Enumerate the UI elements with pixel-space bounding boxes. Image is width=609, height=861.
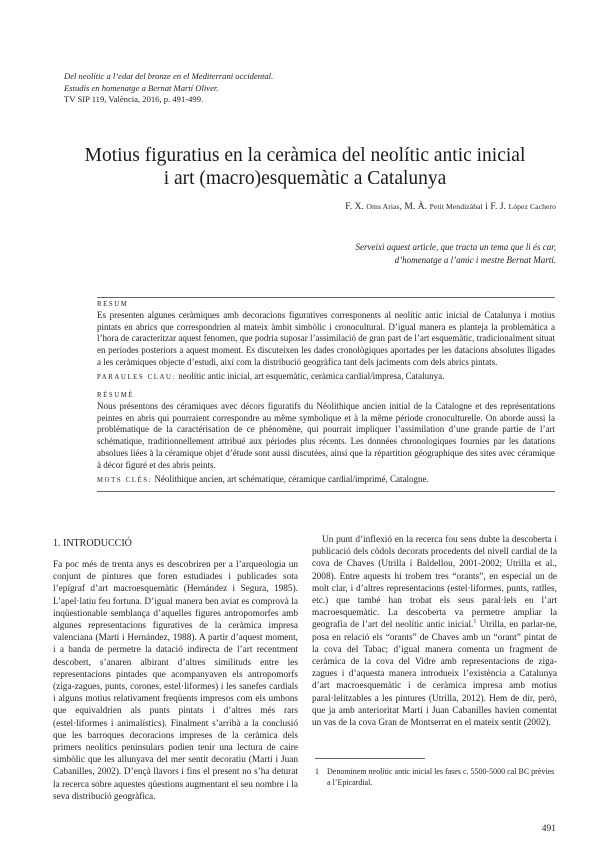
abstract-top-rule bbox=[97, 297, 555, 298]
author-1-name: Oms Arias bbox=[366, 202, 400, 211]
resum-keywords-text: neolític antic inicial, art esquemàtic, ceràmica cardial/impresa, Catalunya. bbox=[176, 371, 445, 381]
paragraph-part-b: Utrilla, en parlar-ne, posa en relació els “orants” de Chaves amb un “orant” pintat de la cova del Tabac; d’igual manera comenta un fragment de ceràmica de la cova del Vidre amb representacions de ziga-zagues i d’aquesta manera introdueix l’existència a Catalunya d’art macroesquemàtic i de ceràmica impresa amb motius paral·lelitzables a les pintures (Utrilla, 2012). Hem de dir, però, que ja amb anterioritat Martí i Juan Cabanilles havien comentat un vas de la cova Gran de Montserrat en el mateix sentit (2002). bbox=[312, 620, 557, 729]
resume-label: RÉSUMÉ bbox=[97, 392, 135, 399]
resum-text: Es presenten algunes ceràmiques amb decoracions figuratives corresponents al neolític antic inicial de Catalunya i motius pintats en abrics que correspondrien al mateix àmbit simbòlic i cronocultural. D’igual manera es planteja la problemàtica a l’hora de caracteritzar aquest fenomen, que podria suposar l’assimilació de gran part de l’art esquemàtic, tradicionalment situat en períodes posteriors a aquest moment. Es discuteixen les dades cronològiques aportades per les datacions absolutes lligades a les ceràmiques objecte d’estudi, així com la distribució geogràfica tant dels jaciments com dels abrics pintats. bbox=[97, 310, 555, 367]
resum-label: RESUM bbox=[97, 301, 129, 308]
resume-keywords-label: MOTS CLÉS: bbox=[97, 477, 153, 484]
author-3-name: López Cachero bbox=[508, 202, 556, 211]
footnote-number: 1 bbox=[315, 767, 319, 776]
resum-keywords-label: PARAULES CLAU: bbox=[97, 374, 176, 381]
abstract-bottom-rule bbox=[97, 491, 555, 492]
author-2-name: Petit Mendizàbal bbox=[429, 202, 483, 211]
source-line-3: TV SIP 119, València, 2016, p. 491-499. bbox=[64, 94, 204, 105]
body-column-left bbox=[53, 559, 298, 803]
footnote-rule bbox=[315, 758, 425, 759]
paragraph: Fa poc més de trenta anys es descobriren per a l’arqueologia un conjunt de pintures que foren estudiades i publicades sota l’epígraf d’art macroesquemàtic (Hernández i Segura, 1985). L’apel·latiu feu fortuna. D’igual manera ben aviat es comprovà la inqüestionable semblança d’aquelles figures antropomorfes amb algunes representacions figuratives de la ceràmica impresa valenciana (Martí i Hernández, 1988). A partir d’aquest moment, i a banda de permetre la datació indirecta de l’art recentment descobert, s’anaren albirant d’altres similituds entre les representacions pintades que acompanyaven els antropomorfs (ziga-zagues, punts, corones, estel·liformes) i les sanefes cardials i alguns motius relativament freqüents impresos com els umbons que equivaldrien als punts pintats i d’altres més rars (estel·liformes i animalístics). Finalment s’arribà a la conclusió que les barroques decoracions impreses de la ceràmica dels primers neolítics peninsulars podien tenir una lectura de caire simbòlic que les allunyava del mer sentit decoratiu (Martí i Juan Cabanilles, 2002). D’ençà llavors i fins el present no s’ha deturat la recerca sobre aquestes qüestions augmentant el seu nombre i la seva distribució geogràfica. bbox=[53, 560, 298, 802]
paragraph bbox=[312, 534, 557, 729]
resume-keywords bbox=[97, 474, 555, 487]
dedication-line-1: Serveixi aquest article, que tracta un tema que li és car, bbox=[355, 242, 556, 252]
author-2-initials: , M. À. bbox=[399, 202, 430, 212]
dedication bbox=[226, 241, 556, 266]
source-citation bbox=[64, 71, 504, 106]
footnote-reference[interactable]: 1 bbox=[473, 619, 477, 626]
footnote-text: Denominem neolític antic inicial les fases c. 5500-5000 cal BC prèvies a l’Epicardial. bbox=[327, 767, 555, 787]
source-line-1: Del neolític a l’edat del bronze en el Mediterrani occidental. bbox=[64, 71, 274, 81]
title-line-2: i art (macro)esquemàtic a Catalunya bbox=[163, 168, 447, 189]
resume-keywords-text: Néolithique ancien, art schématique, céramique cardial/imprimé, Catalogne. bbox=[152, 474, 429, 484]
body-column-right bbox=[312, 534, 557, 729]
dedication-line-2: d’homenatge a l’amic i mestre Bernat Martí. bbox=[394, 254, 556, 265]
page-number: 491 bbox=[541, 824, 556, 834]
footnote bbox=[315, 767, 557, 788]
author-1-initials: F. X. bbox=[345, 202, 367, 212]
resum-keywords bbox=[97, 371, 555, 384]
article-title bbox=[60, 144, 550, 190]
authors bbox=[345, 202, 556, 212]
author-3-initials: i F. J. bbox=[482, 202, 509, 212]
source-line-2: Estudis en homenatge a Bernat Martí Oliver. bbox=[64, 82, 219, 93]
section-heading: 1. INTRODUCCIÓ bbox=[53, 538, 132, 549]
resume-text: Nous présentons des céramiques avec décors figuratifs du Néolithique ancien initial de la Catalogne et des représentations peintes en abris qui pourraient correspondre au même symbolique et à la même période cronoculturelle. On aborde aussi la problématique de la caractérisation de ce phénomène, qui pourrait impliquer l’assimilation d’une grande partie de l’art schématique, traditionnellement attribué aux périodes plus récents. Les données chronologiques fournies par les datations absolues liées à la céramique objet d’étude sont aussi discutées, ainsi que la répartition géographique des sites avec céramique à décor figuré et des abris peints. bbox=[97, 401, 555, 470]
paragraph-part-a: Un punt d’inflexió en la recerca fou sens dubte la descoberta i publicació dels còdols decorats procedents del nivell cardial de la cova de Chaves (Utrilla i Baldellou, 2001-2002; Utrilla et al., 2008). Entre aquests hi trobem tres “orants”, en especial un de molt clar, i d’altres representacions (estel·liformes, punts, ratlles, etc.) que també han trobat els seus paral·lels en l’art macroesquemàtic. La descoberta va permetre ampliar la geografia de l’art del neolític antic inicial. bbox=[312, 535, 557, 631]
title-line-1: Motius figuratius en la ceràmica del neolític antic inicial bbox=[84, 145, 526, 166]
